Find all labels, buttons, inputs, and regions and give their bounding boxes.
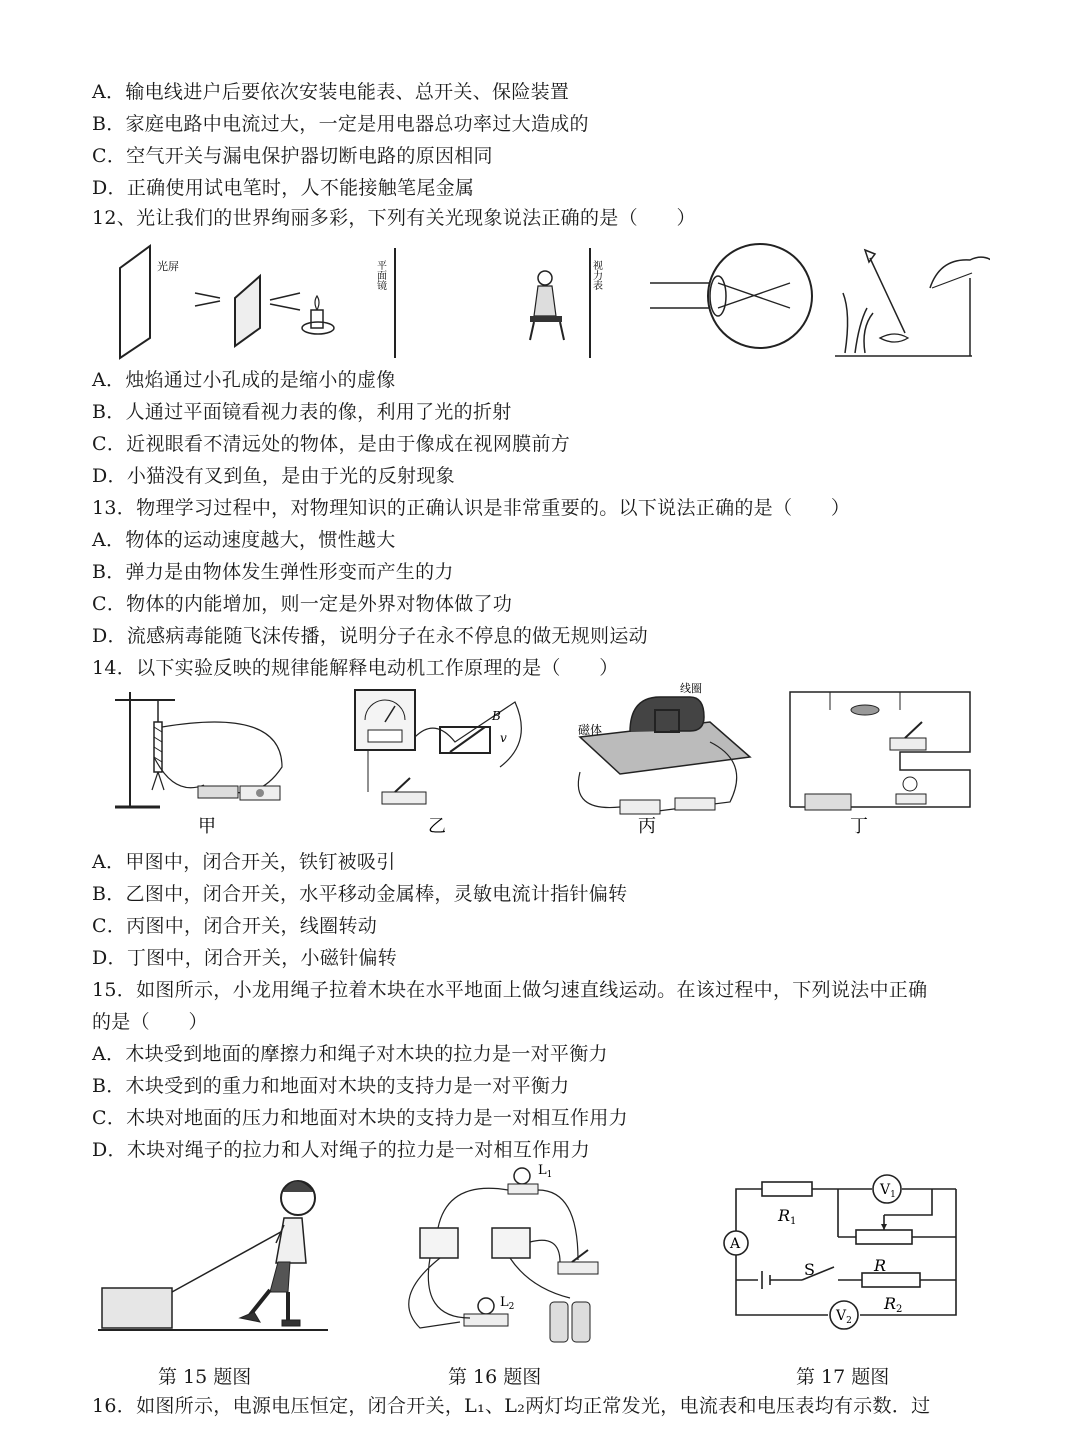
- q12-option-a: A．烛焰通过小孔成的是缩小的虚像: [92, 369, 396, 391]
- q14-label-v: v: [500, 731, 507, 745]
- q12-mirror-figure: [375, 248, 603, 358]
- q12-eye-figure: [650, 244, 812, 348]
- fig17-caption: 第 17 题图: [796, 1366, 890, 1388]
- q13-option-d: D．流感病毒能随飞沫传播，说明分子在永不停息的做无规则运动: [92, 625, 648, 647]
- q14-option-b: B．乙图中，闭合开关，水平移动金属棒，灵敏电流计指针偏转: [92, 883, 628, 905]
- q16-stem: 16．如图所示，电源电压恒定，闭合开关，L₁、L₂两灯均正常发光，电流表和电压表均有示数．过: [92, 1395, 931, 1417]
- fig17-V1-label: $V_1$: [880, 1182, 896, 1200]
- q11-option-a: A．输电线进户后要依次安装电能表、总开关、保险装置: [92, 81, 570, 103]
- q14-caption-jia: 甲: [198, 816, 216, 837]
- q14-caption-bing: 丙: [638, 816, 656, 837]
- q14-option-a: A．甲图中，闭合开关，铁钉被吸引: [92, 851, 396, 873]
- q14-stem: 14．以下实验反映的规律能解释电动机工作原理的是（ ）: [92, 657, 619, 679]
- q14-caption-ding: 丁: [850, 816, 868, 837]
- fig16-caption: 第 16 题图: [448, 1366, 542, 1388]
- q14-fig-ding: [790, 692, 970, 837]
- fig17-R1-label: R1: [778, 1206, 797, 1227]
- q14-caption-yi: 乙: [428, 816, 446, 837]
- q12-option-d: D．小猫没有叉到鱼，是由于光的反射现象: [92, 465, 455, 487]
- q14-option-d: D．丁图中，闭合开关，小磁针偏转: [92, 947, 398, 969]
- fig16-L1-label: $L_1$: [538, 1163, 553, 1180]
- q14-option-c: C．丙图中，闭合开关，线圈转动: [92, 915, 378, 937]
- q15-option-d: D．木块对绳子的拉力和人对绳子的拉力是一对相互作用力: [92, 1139, 591, 1161]
- q12-option-b: B．人通过平面镜看视力表的像，利用了光的折射: [92, 401, 512, 423]
- q12-screen-label: 光屏: [157, 260, 179, 273]
- fig17-R-label: R: [874, 1256, 887, 1275]
- q14-label-magnet: 磁体: [578, 723, 603, 737]
- q14-label-coil: 线圈: [680, 682, 702, 695]
- q13-stem: 13．物理学习过程中，对物理知识的正确认识是非常重要的。以下说法正确的是（ ）: [92, 497, 851, 519]
- q13-option-c: C．物体的内能增加，则一定是外界对物体做了功: [92, 593, 513, 615]
- q15-option-a: A．木块受到地面的摩擦力和绳子对木块的拉力是一对平衡力: [92, 1043, 608, 1065]
- fig16-L2-label: $L_2$: [500, 1295, 515, 1312]
- q13-option-b: B．弹力是由物体发生弹性形变而产生的力: [92, 561, 454, 583]
- q12-pinhole-figure: [120, 246, 334, 358]
- q15-stem-line2: 的是（ ）: [92, 1011, 208, 1033]
- q14-fig-yi: [355, 690, 521, 837]
- q13-option-a: A．物体的运动速度越大，惯性越大: [92, 529, 396, 551]
- q12-chart-label: 视力表: [590, 260, 602, 290]
- fig15-caption: 第 15 题图: [158, 1366, 252, 1388]
- q12-cat-fish-figure: [835, 250, 990, 356]
- q12-mirror-label: 平面镜: [374, 260, 386, 290]
- q14-label-B: B: [492, 709, 501, 723]
- q11-option-b: B．家庭电路中电流过大，一定是用电器总功率过大造成的: [92, 113, 589, 135]
- fig17-circuit-schematic: [712, 1165, 982, 1350]
- q11-option-c: C．空气开关与漏电保护器切断电路的原因相同: [92, 145, 493, 167]
- fig17-V2-label: $V_2$: [836, 1308, 852, 1326]
- q14-figures: [110, 682, 990, 842]
- fig15-boy-pulling-block: [98, 1170, 338, 1335]
- q12-option-c: C．近视眼看不清远处的物体，是由于像成在视网膜前方: [92, 433, 571, 455]
- fig17-S-label: S: [804, 1260, 815, 1279]
- q14-fig-bing: [578, 682, 750, 837]
- q14-fig-jia: [115, 692, 282, 837]
- q15-option-c: C．木块对地面的压力和地面对木块的支持力是一对相互作用力: [92, 1107, 628, 1129]
- fig17-A-label: A: [730, 1236, 741, 1252]
- q15-stem-line1: 15．如图所示，小龙用绳子拉着木块在水平地面上做匀速直线运动。在该过程中，下列说法中正确: [92, 979, 928, 1001]
- fig17-R2-label: R2: [884, 1294, 903, 1315]
- q12-figures: [110, 238, 990, 363]
- q11-option-d: D．正确使用试电笔时，人不能接触笔尾金属: [92, 177, 475, 199]
- fig16-circuit-photo: [400, 1162, 615, 1347]
- q15-option-b: B．木块受到的重力和地面对木块的支持力是一对平衡力: [92, 1075, 570, 1097]
- q12-stem: 12、光让我们的世界绚丽多彩，下列有关光现象说法正确的是（ ）: [92, 207, 696, 229]
